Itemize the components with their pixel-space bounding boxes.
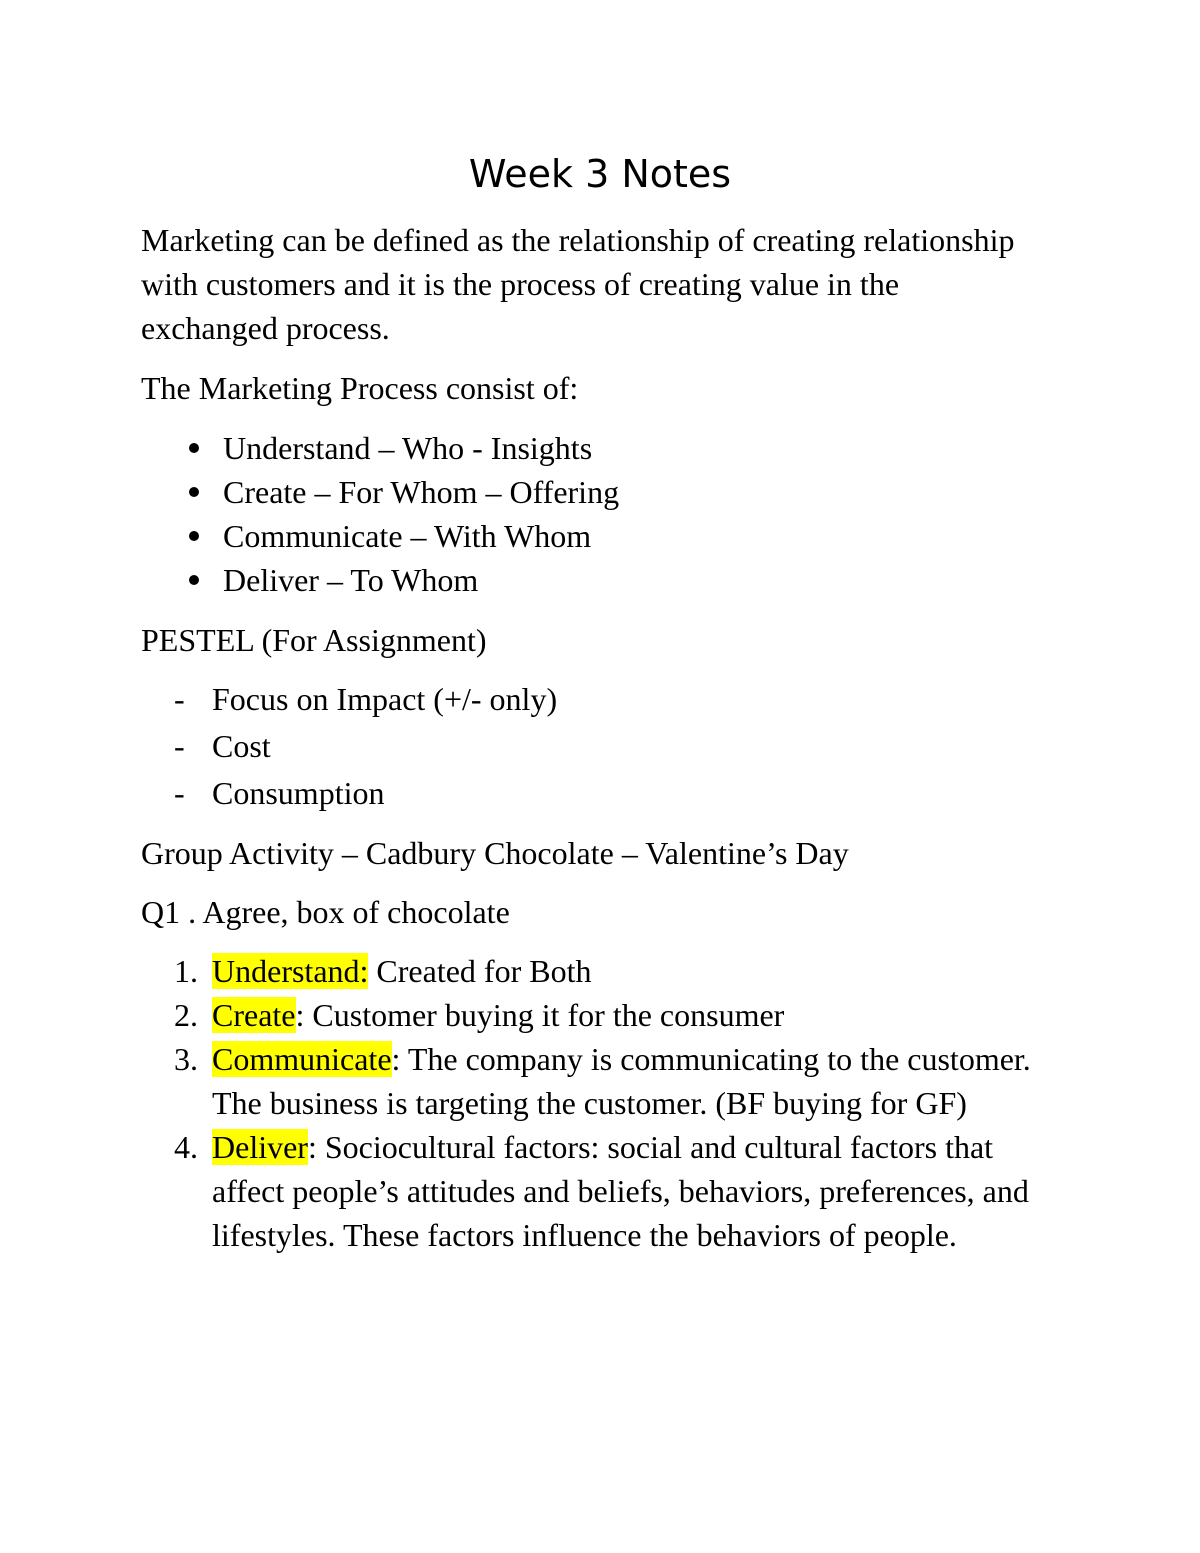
list-item-text: Communicate – With Whom: [223, 518, 592, 554]
list-item: [141, 514, 1041, 558]
pestel-heading: PESTEL (For Assignment): [141, 622, 487, 658]
list-item-text: : The company is communicating to the customer. The business is targeting the customer. (BF buying for GF): [212, 1041, 1031, 1121]
document-body: [141, 218, 1041, 1257]
bullet-icon: [189, 487, 199, 497]
highlighted-term: Understand:: [212, 953, 369, 989]
page-title: Week 3 Notes: [468, 152, 732, 196]
question-one: Q1 . Agree, box of chocolate: [141, 894, 510, 930]
list-item: [141, 470, 1041, 514]
list-item: [141, 1125, 1041, 1257]
list-item-text: : Sociocultural factors: social and cultural factors that affect people’s attitudes and beliefs, behaviors, preferences, and lifestyles. These factors influence the behaviors of people.: [212, 1129, 1029, 1253]
dash-icon: -: [174, 728, 185, 764]
list-item-text: Deliver – To Whom: [223, 562, 479, 598]
list-number: 4.: [174, 1129, 198, 1165]
highlighted-term: Create: [212, 997, 296, 1033]
list-item-text: Cost: [212, 728, 271, 764]
dash-icon: -: [174, 681, 185, 717]
pestel-list: [141, 676, 1041, 817]
bullet-icon: [189, 575, 199, 585]
list-item: [141, 949, 1041, 993]
list-number: 1.: [174, 953, 198, 989]
list-item-text: : Customer buying it for the consumer: [295, 997, 785, 1033]
bullet-icon: [189, 443, 199, 453]
list-item-text: Understand – Who - Insights: [223, 430, 593, 466]
list-item: [141, 676, 1041, 723]
list-item: [141, 1037, 1041, 1125]
intro-paragraph: Marketing can be defined as the relationship of creating relationship with customers and it is the process of creating value in the exchanged process.: [141, 222, 1015, 346]
list-item: [141, 426, 1041, 470]
answer-list: [141, 949, 1041, 1257]
list-item: [141, 558, 1041, 602]
dash-icon: -: [174, 775, 185, 811]
process-list: [141, 426, 1041, 602]
bullet-icon: [189, 531, 199, 541]
list-item-text: Consumption: [212, 775, 385, 811]
list-item: [141, 993, 1041, 1037]
highlighted-term: Communicate: [212, 1041, 392, 1077]
list-item-text: Created for Both: [368, 953, 592, 989]
highlighted-term: Deliver: [212, 1129, 308, 1165]
list-item-text: Focus on Impact (+/- only): [212, 681, 558, 717]
group-activity-heading: Group Activity – Cadbury Chocolate – Valentine’s Day: [141, 835, 849, 871]
list-number: 2.: [174, 997, 198, 1033]
list-item-text: Create – For Whom – Offering: [223, 474, 620, 510]
list-item: [141, 723, 1041, 770]
list-item: [141, 770, 1041, 817]
process-heading: The Marketing Process consist of:: [141, 370, 579, 406]
list-number: 3.: [174, 1041, 198, 1077]
